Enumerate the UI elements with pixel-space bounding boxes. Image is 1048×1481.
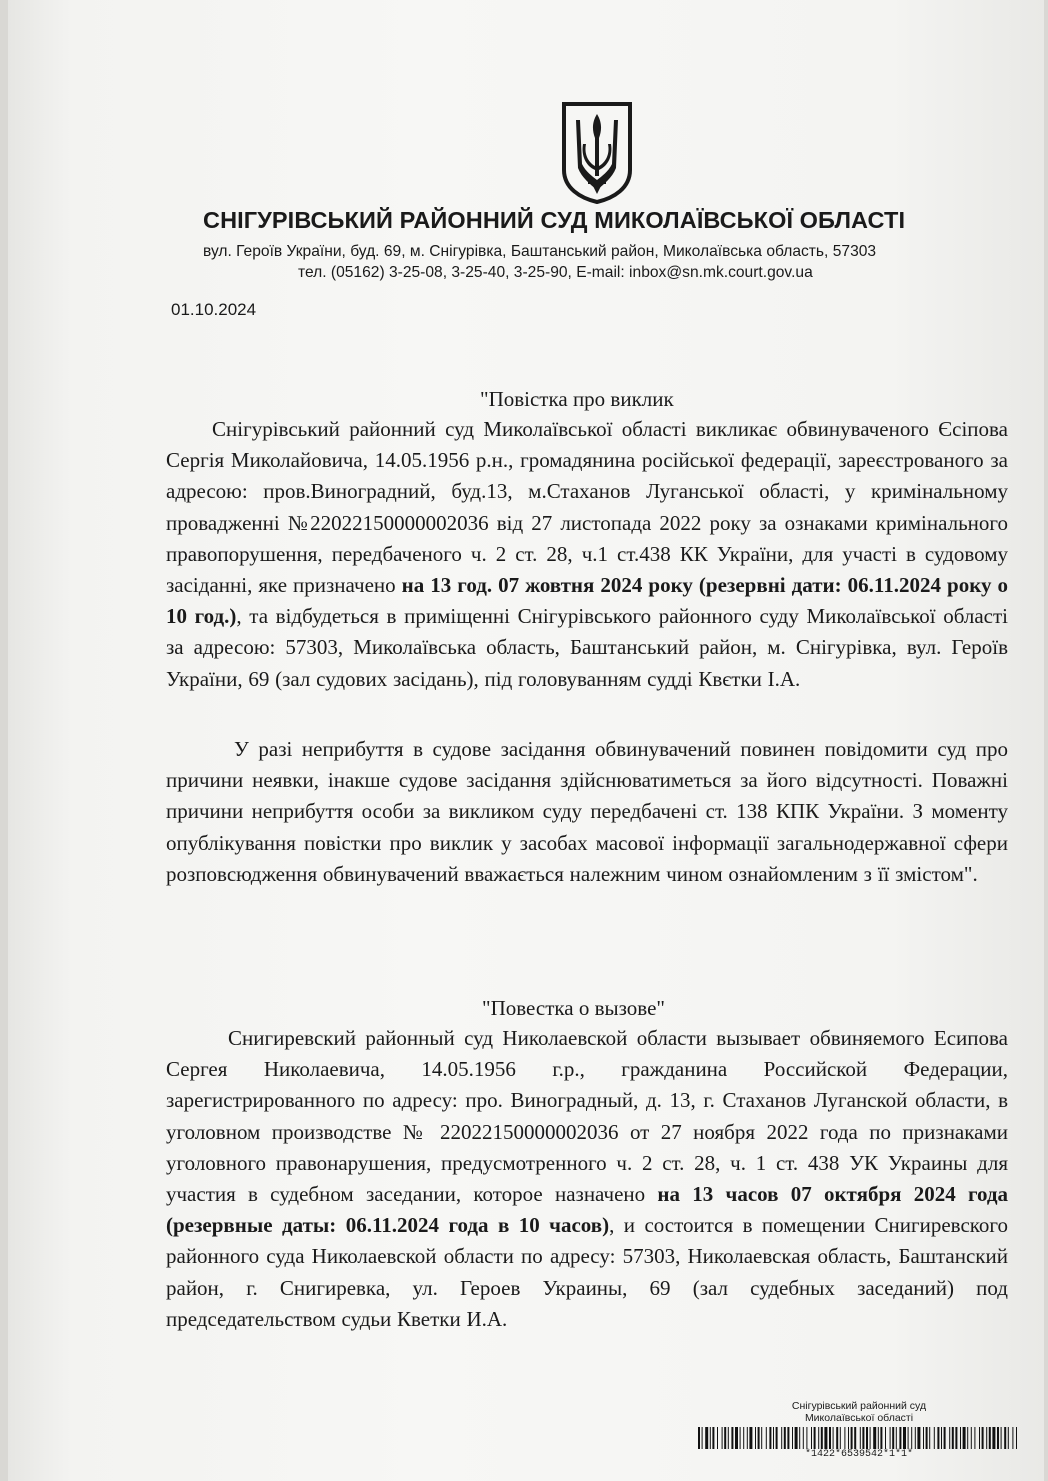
hearing-date-bold: на 13 часов 07 октября 2024 года (резервные даты: 06.11.2024 года в 10 часов)	[166, 1182, 1008, 1238]
summons-text: У разі неприбуття в судове засідання обвинувачений повинен повідомити суд про причини неявки, інакше судове засідання здійснюватиметься за його відсутності. Поважні причини неприбуття особи за викликом суду передбачені ст. 138 КПК України. З моменту опублікування повістки про виклик у засобах масової інформації загальнодержавної сфери розповсюдження обвинувачений вважається належним чином ознайомленим з її змістом".	[166, 737, 1008, 886]
barcode	[696, 1427, 1022, 1449]
summons-title-ukrainian: "Повістка про виклик	[480, 387, 674, 411]
summons-text: Снигиревский районный суд Николаевской области вызывает обвиняемого Есипова Сергея Николаевича, 14.05.1956 г.р., гражданина Российской Федерации, зарегистрированного по адресу: про. Виноградный, д. 13, г. Стаханов Луганской области, в уголовном производстве № 22022150000002036 от 27 ноября 2022 года по признаками уголовного правонарушения, предусмотренного ч. 2 ст. 28, ч. 1 ст. 438 УК Украины для участия в судебном заседании, которое назначено	[166, 1026, 1008, 1207]
registration-stamp	[696, 1400, 1022, 1466]
barcode-number: *1422*6539542*1*1*	[804, 1449, 914, 1460]
stamp-region-line: Миколаївської області	[804, 1412, 914, 1424]
hearing-date-bold: на 13 год. 07 жовтня 2024 року (резервні дати: 06.11.2024 року о 10 год.)	[166, 573, 1009, 629]
summons-paragraph-ukrainian-2	[166, 734, 1008, 890]
document-date: 01.10.2024	[171, 300, 257, 319]
summons-paragraph-russian-1	[166, 1023, 1008, 1335]
court-name: СНІГУРІВСЬКИЙ РАЙОННИЙ СУД МИКОЛАЇВСЬКОЇ ОБЛАСТІ	[203, 207, 906, 233]
summons-paragraph-ukrainian-1	[166, 414, 1008, 695]
summons-text: , и состоится в помещении Снигиревского районного суда Николаевской области по адресу: 57303, Николаевская область, Баштанский район, г. Снигиревка, ул. Героев Украины, 69 (зал судебных заседаний) под председательством судьи Кветки И.А.	[166, 1213, 1008, 1331]
trident-icon	[558, 100, 636, 204]
summons-title-russian: "Повестка о вызове"	[482, 996, 665, 1020]
stamp-court-line: Снігурівський районний суд	[791, 1400, 927, 1412]
document-page	[8, 0, 1044, 1481]
court-contacts: тел. (05162) 3-25-08, 3-25-40, 3-25-90, E-mail: inbox@sn.mk.court.gov.ua	[298, 264, 813, 281]
summons-text: Снігурівський районний суд Миколаївської області викликає обвинуваченого Єсіпова Сергія Миколайовича, 14.05.1956 р.н., громадянина російської федерації, зареєстрованого за адресою: пров.Виноградний, буд.13, м.Стаханов Луганської області, у кримінальному провадженні №22022150000002036 від 27 листопада 2022 року за ознаками кримінального правопорушення, передбаченого ч. 2 ст. 28, ч.1 ст.438 КК України, для участі в судовому засіданні, яке призначено	[166, 417, 1008, 598]
summons-text: , та відбудеться в приміщенні Снігурівського районного суду Миколаївської області за адресою: 57303, Миколаївська область, Баштанський район, м. Снігурівка, вул. Героїв України, 69 (зал судових засідань), під головуванням судді Квєтки І.А.	[166, 604, 1008, 691]
court-address: вул. Героїв України, буд. 69, м. Снігурівка, Баштанський район, Миколаївська область, 57303	[203, 243, 877, 260]
